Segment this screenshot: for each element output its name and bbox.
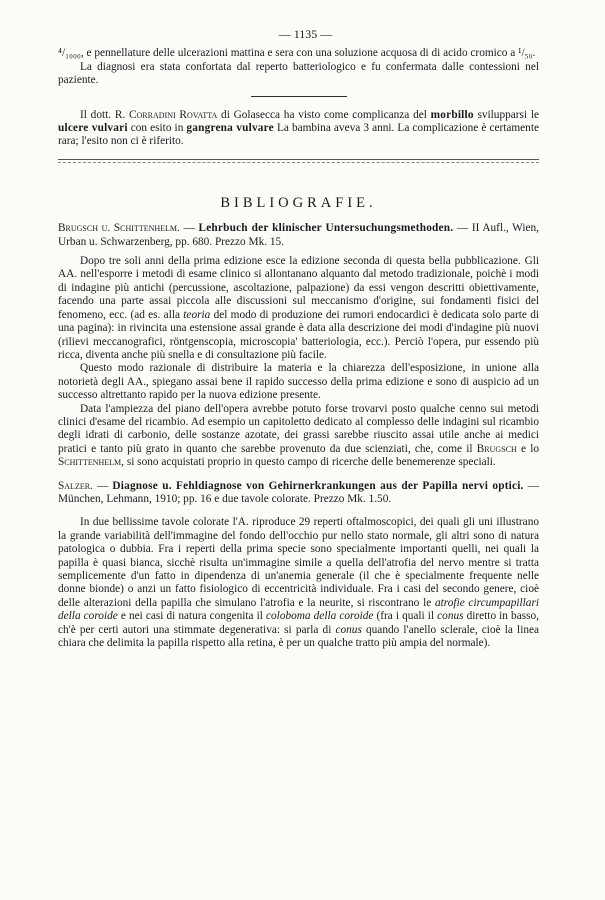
note-text: con esito in (127, 122, 187, 135)
author-name: Schittenhelm (58, 456, 122, 469)
review2-paragraph-1 (58, 516, 539, 650)
section-title: BIBLIOGRAFIE. (220, 194, 377, 211)
spacer (58, 470, 539, 480)
italic-term: atrofie circumpapillari della coroide (58, 596, 539, 623)
spacer (58, 506, 539, 516)
italic-term: conus (437, 610, 464, 623)
note-author: Corradini Rovatta (129, 108, 218, 121)
review2-title: Diagnose u. Fehldiagnose von Gehirnerkrankungen aus der Papilla nervi optici. (112, 479, 524, 492)
text: del modo di produzione dei rumori endocardici è dedicata solo parte di una pagina): in rivincita una estensione assai grande è data alla descrizione dei modi d'indagine più nuovi (rilievi meccanografici, röntgenscopia, microscopia' batteriologia, ecc.). Perciò l'opera, pur essendo più ricca, diventa anche più snella e di consultazione più facile. (58, 308, 540, 361)
italic-term: teoria (183, 308, 211, 321)
text: Dopo tre soli anni della prima edizione esce la edizione seconda di questa bella pubblicazione. Gli AA. nell'esporre i metodi di esame clinico si allontanano alquanto dal metodo tradizionale, poichè i modi di indagine più antichi (percussione, ascoltazione, palpazione) da essi vengon descritti obiettivamente, facendo una parte assai piccola alle discussioni sul meccanismo d'origine, sui fondamenti fisici del fenomeno, ecc. (ad es. alla (58, 255, 539, 321)
note-paragraph (58, 109, 539, 149)
text: e lo (516, 442, 539, 455)
review1-heading (58, 222, 539, 249)
text: e nei casi di natura congenita il (117, 610, 267, 623)
text: (fra i quali il (373, 610, 438, 623)
intro-paragraph-1: ⁴/₁₀₀₀, e pennellature delle ulcerazioni mattina e sera con una soluzione acquosa di di acido cromico a ¹/₅₀. (58, 47, 536, 60)
text: , si sono acquistati proprio in questo campo di ricerche delle benemerenze speciali. (121, 456, 496, 469)
note-text: svilupparsi le (473, 108, 539, 121)
review2-author: Salzer. (58, 479, 93, 492)
note-text: di Golasecca ha visto come complicanza del (217, 108, 431, 121)
section-divider-dotted (58, 162, 539, 163)
review1-citation: — II Aufl., Wien, Urban u. Schwarzenberg, pp. 680. Prezzo Mk. 15. (58, 222, 540, 248)
review1-title: Lehrbuch der klinischer Untersuchungsmethoden. (198, 222, 454, 235)
note-bold-term: gangrena vulvare (186, 122, 274, 135)
review2-citation: — München, Lehmann, 1910; pp. 16 e due tavole colorate. Prezzo Mk. 1.50. (58, 479, 539, 505)
note-text: Il dott. R. (80, 108, 129, 121)
short-divider (251, 96, 347, 97)
review1-paragraph-2: Questo modo razionale di distribuire la materia e la chiarezza dell'esposizione, in unione alla notorietà degli AA., spiegano assai bene il rapido successo della prima edizione e sono di auspicio ad un successo altrettanto rapido per la nuova edizione presente. (58, 362, 539, 402)
text: diretto in basso, ch'è per certi autori una stimmate degenerativa: si parla di (58, 610, 539, 636)
intro-paragraph-2: La diagnosi era stata confortata dal reperto batteriologico e fu confermata dalle contessioni nel paziente. (58, 60, 539, 87)
italic-term: coloboma della coroide (266, 610, 374, 623)
dash: — (92, 479, 113, 492)
author-name: Brugsch (476, 442, 517, 455)
review1-paragraph-3 (58, 403, 539, 470)
review1-paragraph-1 (58, 255, 539, 362)
page-number: — 1135 — (278, 27, 333, 41)
text: quando l'anello sclerale, cioè la linea chiara che delimita la papilla rispetto alla retina, è per un qualche tratto più ampia del normale). (58, 623, 540, 650)
italic-term: conus (335, 623, 362, 636)
text: In due bellissime tavole colorate l'A. riproduce 29 reperti oftalmoscopici, dei quali gli uni illustrano la grande variabilità dell'immagine del fondo dell'occhio pur nello stato normale, gli altri sono di natura patologica o dubbia. Fra i reperti della prima specie sono specialmente importanti quelli, nei quali la papilla è quasi bianca, sicchè risulta un'immagine simile a quella dell'atrofia del nervo mentre si tratta semplicemente d'un fatto in dipendenza di un'anemia generale (il che è specialmente frequente nelle donne bionde) o anzi un fatto fisiologico di eccentricità individuale. Fra i casi del secondo genere, cioè delle alterazioni della papilla che simulano l'atrofia e la neurite, si riscontrano le (58, 516, 539, 609)
note-text: La bambina aveva 3 anni. La complicazione è certamente rara; l'esito non ci è riferito. (58, 122, 539, 148)
review2-heading (58, 480, 539, 507)
review1-authors: Brugsch u. Schittenhelm. (58, 222, 180, 235)
dash: — (179, 222, 199, 235)
text: Data l'ampiezza del piano dell'opera avrebbe potuto forse trovarvi posto qualche cenno sui metodi clinici d'esame del ricambio. Ad esempio un capitoletto dedicato al complesso delle indagini sul ricambio degli idrati di carbonio, delle sostanze azotate, dei grassi sarebbe riuscito assai utile anche ai medici pratici e tanto più grato in quanto che sarebbe provenuto da due scienziati, che, come il (58, 402, 539, 455)
section-divider (58, 159, 539, 160)
note-bold-term: morbillo (430, 108, 474, 121)
note-bold-term: ulcere vulvari (58, 122, 128, 135)
